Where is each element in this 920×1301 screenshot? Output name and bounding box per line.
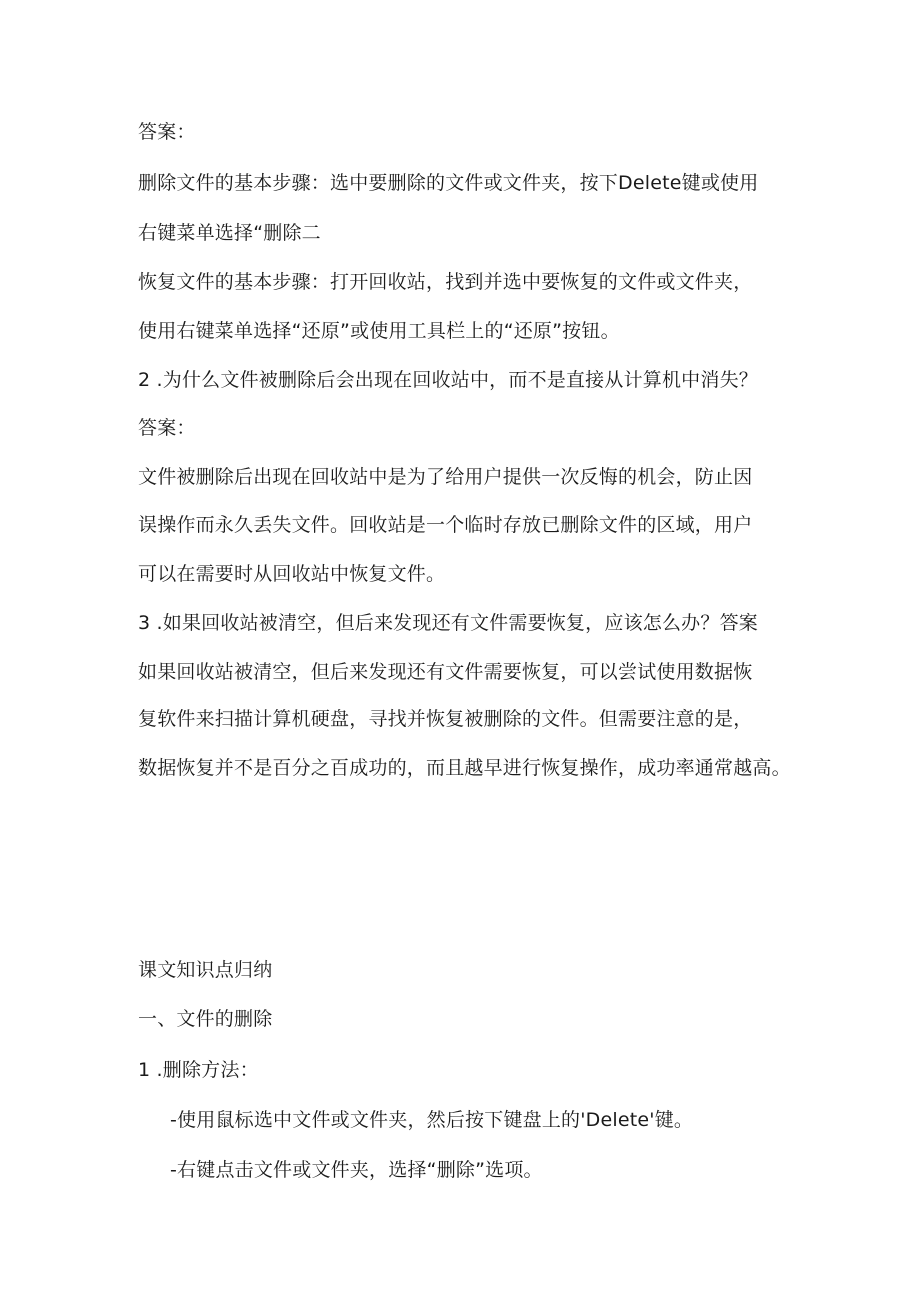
answer-2-line-1: 文件被删除后出现在回收站中是为了给用户提供一次反悔的机会，防止因 [138, 466, 753, 488]
answer-label-2: 答案： [138, 417, 196, 439]
section-heading: 课文知识点归纳 [138, 959, 273, 981]
subsection-heading: 一、文件的删除 [138, 1008, 273, 1030]
bullet-item-2: -右键点击文件或文件夹，选择“删除”选项。 [170, 1159, 543, 1181]
question-2: 2 .为什么文件被删除后会出现在回收站中，而不是直接从计算机中消失？ [138, 369, 758, 391]
answer-2-line-3: 可以在需要时从回收站中恢复文件。 [138, 563, 446, 585]
delete-steps-line-1: 删除文件的基本步骤：选中要删除的文件或文件夹，按下Delete键或使用 [138, 172, 759, 194]
answer-label-1: 答案： [138, 121, 196, 143]
answer-2-line-2: 误操作而永久丢失文件。回收站是一个临时存放已删除文件的区域，用户 [138, 514, 753, 536]
restore-steps-line-1: 恢复文件的基本步骤：打开回收站，找到并选中要恢复的文件或文件夹， [138, 271, 753, 293]
answer-3-line-3: 数据恢复并不是百分之百成功的，而且越早进行恢复操作，成功率通常越高。 [138, 757, 791, 779]
restore-steps-line-2: 使用右键菜单选择“还原”或使用工具栏上的“还原”按钮。 [138, 320, 620, 342]
answer-3-line-1: 如果回收站被清空，但后来发现还有文件需要恢复，可以尝试使用数据恢 [138, 661, 753, 683]
answer-3-line-2: 复软件来扫描计算机硬盘，寻找并恢复被删除的文件。但需要注意的是， [138, 708, 753, 730]
bullet-item-1: -使用鼠标选中文件或文件夹，然后按下键盘上的'Delete'键。 [170, 1109, 694, 1131]
question-3: 3 .如果回收站被清空，但后来发现还有文件需要恢复，应该怎么办？答案 [138, 612, 758, 634]
delete-steps-line-2: 右键菜单选择“删除二 [138, 222, 321, 244]
numbered-item-1: 1 .删除方法： [138, 1059, 259, 1081]
